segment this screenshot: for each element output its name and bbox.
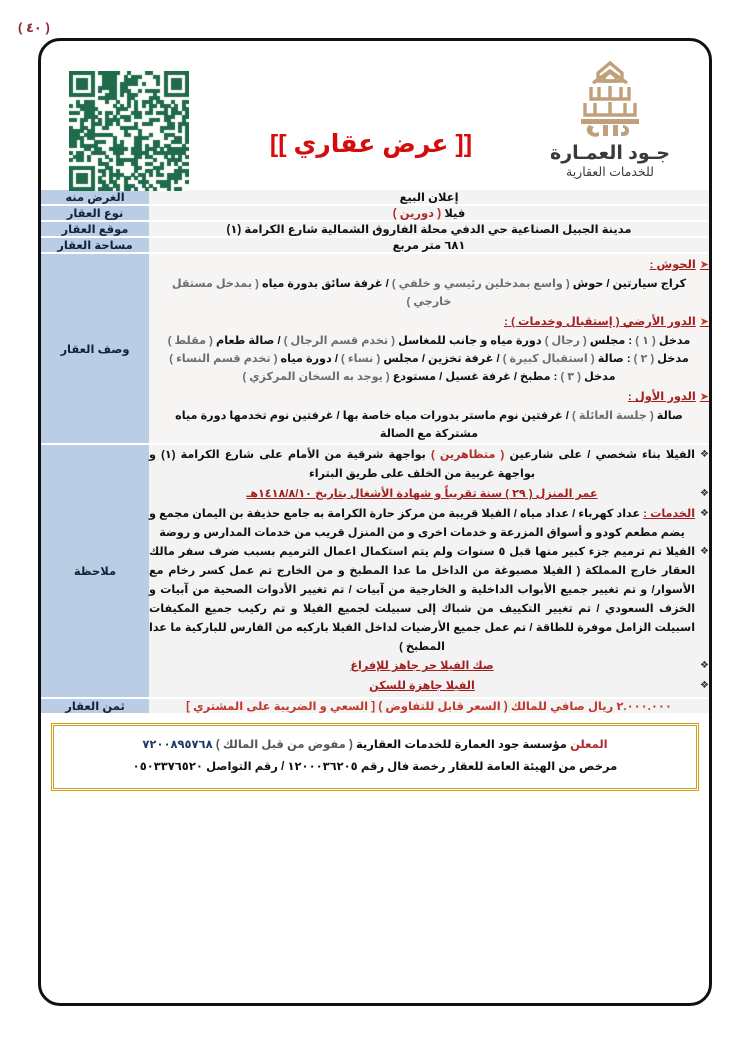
brand-subtitle: للخدمات العقارية (566, 164, 654, 179)
diamond-bullet-icon: ❖ (700, 680, 709, 692)
description-value (149, 254, 709, 444)
footer-advertiser-name: مؤسسة جود العمارة للخدمات العقارية (352, 738, 571, 751)
price-value (149, 699, 709, 714)
location-label: موقع العقار (41, 222, 149, 237)
note-text: صك الفيلا حر جاهز للإفراغ (350, 660, 494, 673)
page-title: [[ عرض عقاري ]] (269, 130, 473, 158)
price-amount: ٢.٠٠٠.٠٠٠ (616, 700, 672, 713)
notes-value (149, 445, 709, 698)
note-item (149, 657, 709, 676)
footer-line-2: مرخص من الهيئة العامة للعقار رخصة فال رقم ١٢٠٠٠٣٦٢٠٥ / رقم التواصل ٠٥٠٣٣٧٦٥٢٠ (132, 760, 618, 773)
table-row-purpose (41, 190, 709, 205)
type-value (149, 206, 709, 221)
description-line: مدخل ( ٢ ) : صالة ( استقبال كبيرة ) / غرفة تخزين / مجلس ( نساء ) / دورة مياه ( تخدم قسم النساء ) (169, 353, 689, 366)
qr-code-icon (69, 71, 189, 191)
footer-advertiser-number: ٧٢٠٠٨٩٥٧٦٨ (142, 738, 216, 751)
price-text: ريال صافي للمالك ( السعر قابل للتفاوض ) (378, 700, 614, 713)
notes-label: ملاحظة (41, 445, 149, 698)
description-line: مدخل ( ٣ ) : مطبخ / غرفة غسيل / مستودع ( يوجد به السخان المركزي ) (242, 371, 616, 384)
description-label: وصف العقار (41, 254, 149, 444)
note-text: الفيلا بناء شخصي / على شارعين ( متظاهرين ) بواجهة شرقية من الأمام على شارع الكرامة (١) و بواجهة غربية من الخلف على طريق البتراء (149, 449, 696, 481)
footer-box (51, 723, 699, 791)
note-item (149, 543, 709, 656)
note-item (149, 485, 709, 504)
area-label: مساحة العقار (41, 238, 149, 253)
arrow-bullet-icon: ➤ (699, 391, 709, 404)
type-label: نوع العقار (41, 206, 149, 221)
diamond-bullet-icon: ❖ (700, 660, 709, 672)
note-item (149, 446, 709, 484)
description-section-heading: ➤الدور الأرضي ( إستقبال وخدمات ) : (504, 316, 709, 329)
table-row-description (41, 254, 709, 444)
note-text: عمر المنزل ( ٢٩ ) سنة تقريباً و شهادة الأشغال بتاريخ ١٤١٨/٨/١٠هـ (246, 488, 598, 501)
footer-advertiser-label: المعلن (570, 738, 608, 751)
table-row-price (41, 699, 709, 714)
listing-table (41, 189, 709, 715)
description-section-heading: ➤الحوش : (649, 259, 709, 271)
note-text: الفيلا جاهزة للسكن (369, 680, 475, 693)
note-text: الخدمات : عداد كهرباء / عداد مياه / الفيلا قريبة من مركز حارة الكرامة به جامع حذيفة بن اليمان مجمع و يضم مطعم كودو و أسواق المزرعة و خدمات اخرى و من المنزل قريب من خدمات المدارس و روضة (149, 507, 696, 539)
price-bracket: [ السعي و الضريبة على المشتري ] (186, 700, 376, 713)
price-label: ثمن العقار (41, 699, 149, 714)
arrow-bullet-icon: ➤ (699, 259, 709, 271)
diamond-bullet-icon: ❖ (700, 488, 709, 500)
footer-line-1 (60, 735, 690, 757)
footer-authorization: ( مفوض من قبل المالك ) (215, 738, 353, 751)
description-line: صالة ( جلسة العائلة ) / غرفتين نوم ماستر بدورات مياه خاصة بها / غرفتين نوم تخدمها دورة مياه مشتركة مع الصالة (175, 410, 683, 441)
table-row-notes (41, 445, 709, 698)
page-marker: ( ٤٠ ) (18, 20, 50, 35)
brand-name: جـود العمـارة (549, 143, 671, 164)
jood-alemarah-monogram-icon (567, 59, 653, 141)
area-value: ٦٨١ متر مربع (149, 238, 709, 253)
location-value: مدينة الجبيل الصناعية حي الدفي محلة الفاروق الشمالية شارع الكرامة (١) (149, 222, 709, 237)
diamond-bullet-icon: ❖ (700, 449, 709, 461)
purpose-value: إعلان البيع (149, 190, 709, 205)
card-header (41, 41, 709, 189)
note-lead: الخدمات : (643, 507, 696, 520)
note-text: الفيلا تم ترميم جزء كبير منها قبل ٥ سنوات ولم يتم استكمال اعمال الترميم بسبب ضرف سفر مالك العقار خارج المملكة ( الفيلا مصبوغة من الداخل ما عدا المطبخ و من الخارج تم عمل كسر رخام مع الأسوار/ و تم تغيير جميع الأبواب الداخلية و الخارجية من آبيات / تم تغيير الأدوات الصحية من آبيات و الخزف السعودي / تم تغيير التكييف من شباك إلى سبيلت لجميع الفيلا و تم ركيب جميع المكيفات اسبيلت الزامل موفرة للطاقة / تم عمل جميع الأرضيات لداخل الفيلا باركيه من الفارس للباركية ما عدا المطبخ ) (149, 546, 696, 653)
table-row-area (41, 238, 709, 253)
type-value-paren: ( دورين ) (392, 208, 442, 220)
type-value-main: فيلا (444, 208, 466, 220)
note-item (149, 505, 709, 543)
description-line: كراج سيارتين / حوش ( واسع بمدخلين رئيسي و خلفي ) / غرفة سائق بدورة مياه ( بمدخل مستقل خارجي ) (171, 277, 687, 308)
description-line: مدخل ( ١ ) : مجلس ( رجال ) دورة مياه و جانب للمغاسل ( تخدم قسم الرجال ) / صالة طعام ( مقلط ) (167, 334, 691, 347)
arrow-bullet-icon: ➤ (699, 316, 709, 329)
listing-card (38, 38, 712, 1006)
diamond-bullet-icon: ❖ (700, 507, 709, 519)
diamond-bullet-icon: ❖ (700, 546, 709, 558)
purpose-label: الغرض منه (41, 190, 149, 205)
description-section-heading: ➤الدور الأول : (627, 391, 709, 404)
note-item (149, 677, 709, 696)
table-row-location (41, 222, 709, 237)
brand-logo (535, 59, 685, 180)
table-row-type (41, 206, 709, 221)
